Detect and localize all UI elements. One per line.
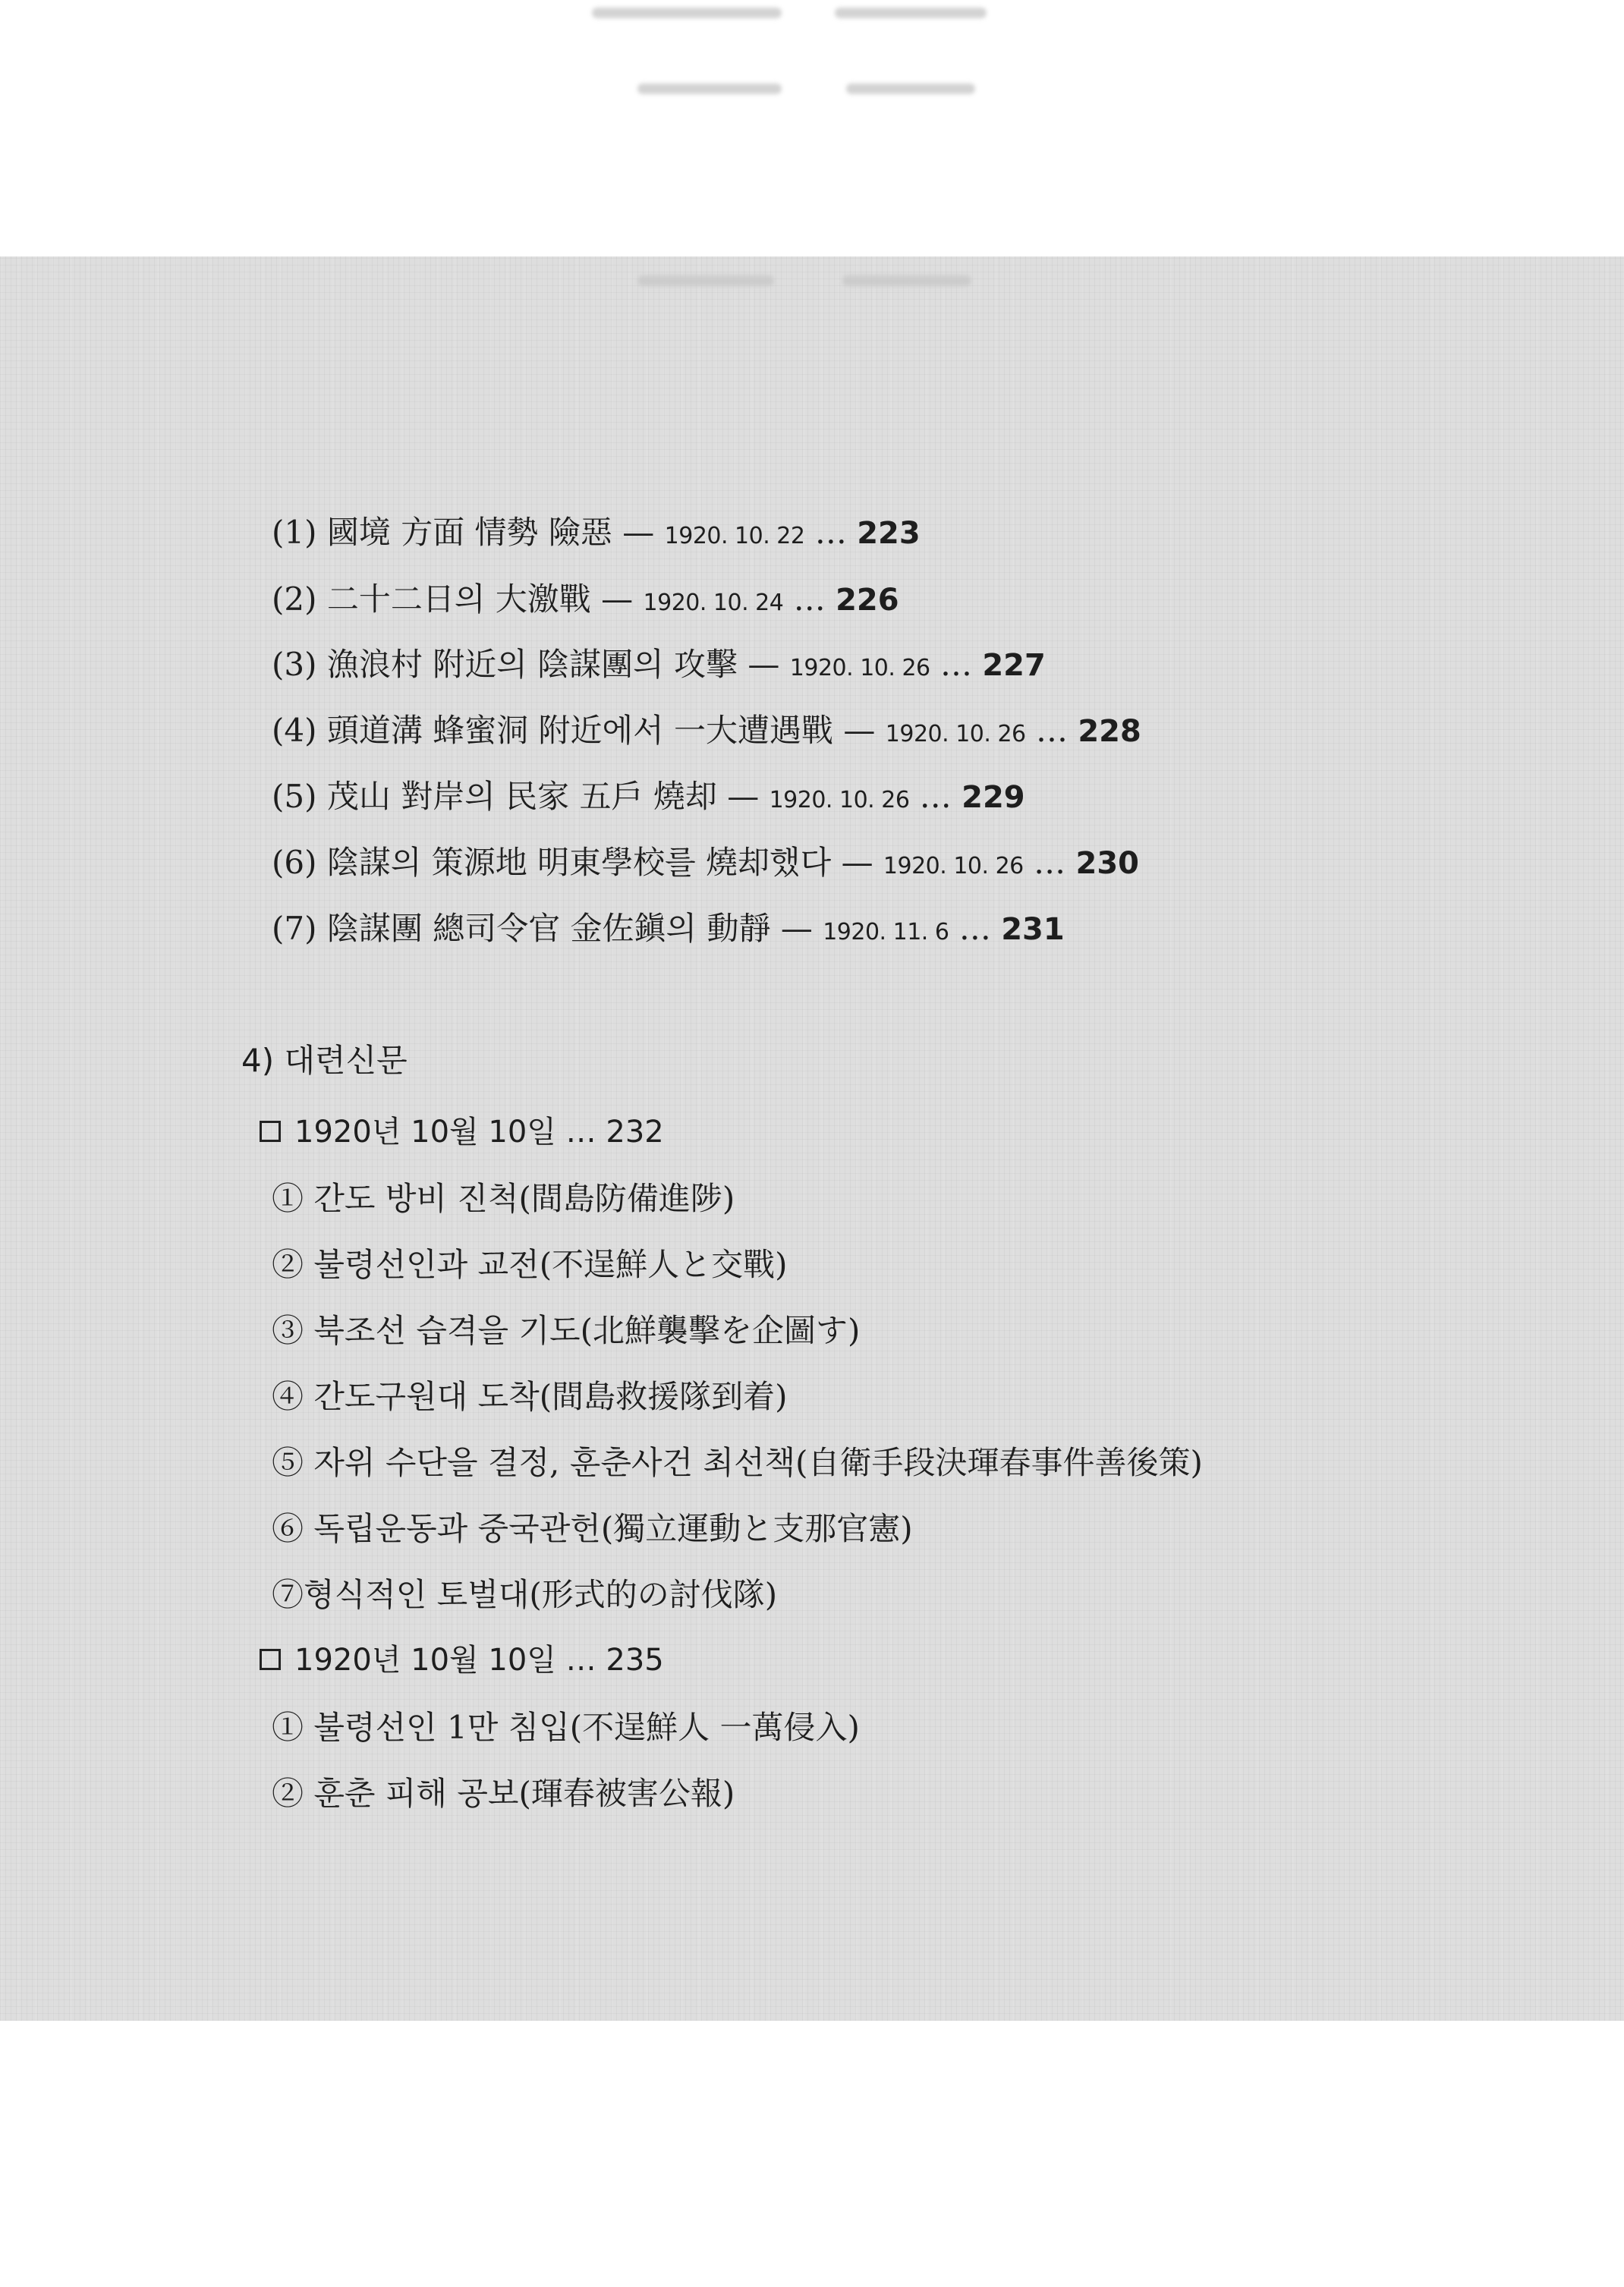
article-entry: (1) 國境 方面 情勢 險惡 — 1920. 10. 22 … 223: [272, 514, 921, 551]
square-bullet-icon: [260, 1649, 281, 1670]
issue-label: 1920년 10월 10일 … 232: [294, 1115, 664, 1150]
issue-item: ⑥ 독립운동과 중국관헌(獨立運動と支那官憲): [272, 1510, 913, 1547]
section-heading: 4) 대련신문: [241, 1042, 408, 1079]
issue-item: ③ 북조선 습격을 기도(北鮮襲擊を企圖す): [272, 1312, 861, 1349]
bleed-through-top: [0, 0, 1624, 121]
article-entry: (2) 二十二日의 大激戰 — 1920. 10. 24 … 226: [272, 580, 899, 618]
article-entry: (7) 陰謀團 總司令官 金佐鎭의 動靜 — 1920. 11. 6 … 231: [272, 910, 1065, 947]
issue-heading: [260, 1112, 664, 1152]
issue-item: ① 불령선인 1만 침입(不逞鮮人 一萬侵入): [272, 1709, 860, 1746]
article-entry: (5) 茂山 對岸의 民家 五戶 燒却 — 1920. 10. 26 … 229: [272, 778, 1025, 815]
issue-label: 1920년 10월 10일 … 235: [294, 1643, 664, 1678]
bleed-through-panel: [0, 256, 1624, 302]
issue-item: ① 간도 방비 진척(間島防備進陟): [272, 1180, 735, 1217]
issue-item: ④ 간도구원대 도착(間島救援隊到着): [272, 1378, 788, 1415]
issue-heading: [260, 1641, 664, 1680]
article-entry: (3) 漁浪村 附近의 陰謀團의 攻擊 — 1920. 10. 26 … 227: [272, 646, 1046, 683]
issue-item: ⑦형식적인 토벌대(形式的の討伐隊): [272, 1576, 778, 1613]
issue-item: ⑤ 자위 수단을 결정, 훈춘사건 최선책(自衛手段決琿春事件善後策): [272, 1444, 1203, 1481]
article-entry: (4) 頭道溝 蜂蜜洞 附近에서 一大遭遇戰 — 1920. 10. 26 … 228: [272, 712, 1141, 749]
issue-item: ② 훈춘 피해 공보(琿春被害公報): [272, 1775, 735, 1812]
article-entry: (6) 陰謀의 策源地 明東學校를 燒却했다 — 1920. 10. 26 … 230: [272, 844, 1139, 881]
square-bullet-icon: [260, 1121, 281, 1142]
issue-item: ② 불령선인과 교전(不逞鮮人と交戰): [272, 1246, 788, 1283]
